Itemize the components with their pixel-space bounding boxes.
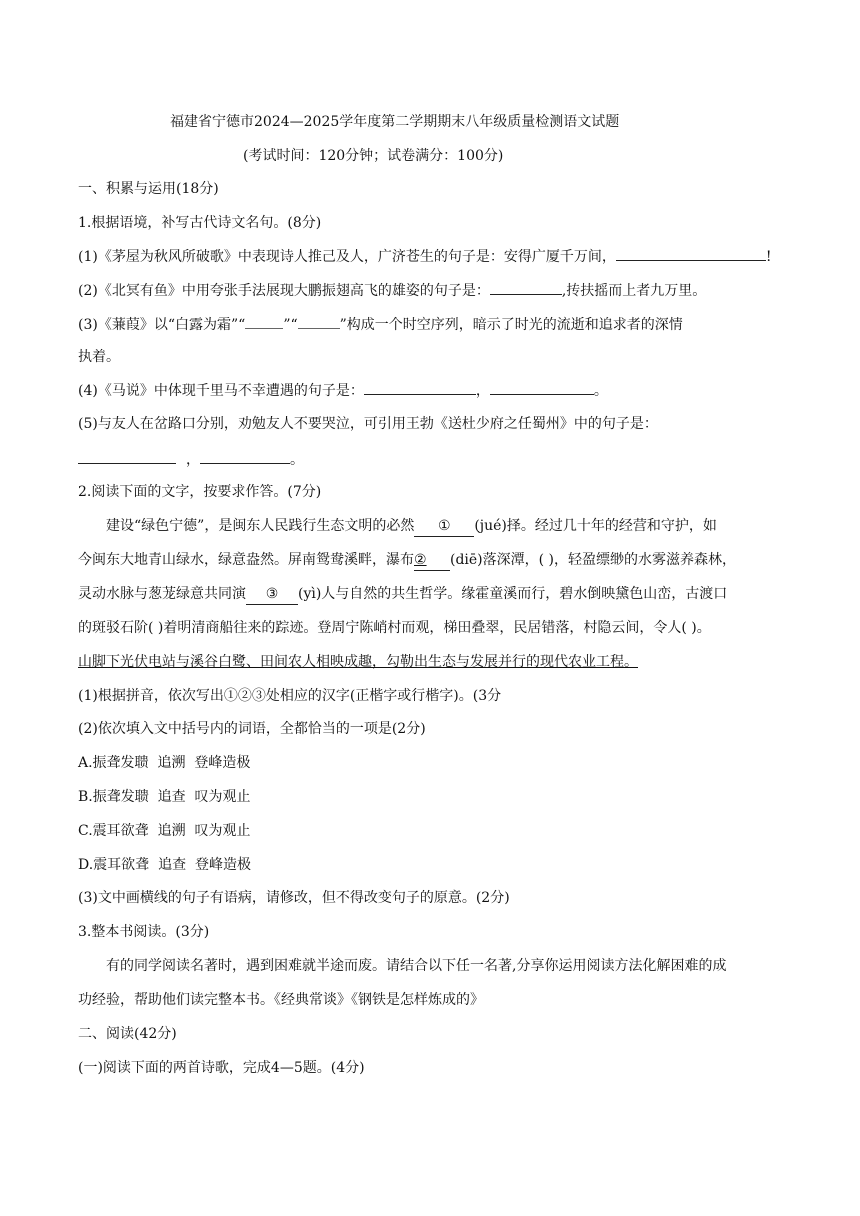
q2-sub3: (3)文中画横线的句子有语病，请修改，但不得改变句子的原意。(2分): [78, 890, 510, 906]
blank-3[interactable]: [246, 584, 298, 605]
q1-part2: [78, 280, 706, 301]
passage-text: (jué)择。经过几十年的经营和守护，如: [474, 518, 717, 534]
answer-blank[interactable]: [245, 314, 283, 329]
q1-part3-cont: 执着。: [78, 349, 120, 365]
passage-line-1: [106, 516, 717, 537]
answer-blank[interactable]: [616, 246, 766, 261]
q1-part5-sep: ，: [186, 452, 200, 468]
q1-part2-end: ,抟扶摇而上者九万里。: [561, 283, 707, 299]
q1-part4-sep: ，: [475, 383, 490, 399]
q1-part3-rest: ”构成一个时空序列，暗示了时光的流逝和追求者的深情: [339, 317, 683, 333]
q1-part4-text: (4)《马说》中体现千里马不幸遭遇的句子是：: [78, 383, 364, 399]
q3-line-2: 功经验，帮助他们读完整本书。《经典常谈》《钢铁是怎样炼成的》: [78, 992, 484, 1008]
page-title: 福建省宁德市2024—2025学年度第二学期期末八年级质量检测语文试题: [170, 114, 620, 130]
q1-part4-end: 。: [593, 383, 608, 399]
q3-line-1: 有的同学阅读名著时，遇到困难就半途而废。请结合以下任一名著,分享你运用阅读方法化解困难的成: [106, 958, 727, 974]
q1-part3-sep: ”“: [283, 317, 298, 333]
section1-heading: 一、积累与运用(18分): [78, 181, 219, 197]
q1-part3-text: (3)《蒹葭》以“白露为霜”“: [78, 317, 246, 333]
q1-part5-end: 。: [290, 452, 304, 468]
option-d[interactable]: D.震耳欲聋 追查 登峰造极: [78, 857, 251, 873]
blank-2[interactable]: [414, 550, 450, 571]
section2-heading: 二、阅读(42分): [78, 1026, 177, 1042]
q1-part1-end: !: [765, 249, 772, 265]
passage-text: (yì)人与自然的共生哲学。缘霍童溪而行，碧水倒映黛色山峦，古渡口: [298, 586, 728, 602]
answer-blank[interactable]: [364, 380, 476, 395]
q3-stem: 3.整本书阅读。(3分): [78, 924, 210, 940]
q1-part4: [78, 380, 608, 401]
exam-info: (考试时间：120分钟；试卷满分：100分): [243, 148, 504, 164]
answer-blank[interactable]: [200, 449, 290, 464]
answer-blank[interactable]: [490, 280, 562, 295]
answer-blank[interactable]: [298, 314, 340, 329]
marker-1: ①: [438, 518, 451, 534]
passage-line-4: 的斑驳石阶( )着明清商船往来的踪迹。登周宁陈峭村而观，梯田叠翠，民居错落，村隐云间，令人( )。: [78, 620, 711, 636]
passage-text: 灵动水脉与葱茏绿意共同演: [78, 586, 246, 602]
answer-blank[interactable]: [78, 449, 176, 464]
passage-text: 建设“绿色宁德”，是闽东人民践行生态文明的必然: [106, 518, 415, 534]
passage-text: 今闽东大地青山绿水，绿意盎然。屏南鸳鸯溪畔，瀑布: [78, 552, 414, 568]
answer-blank[interactable]: [490, 380, 594, 395]
q1-part3: [78, 314, 683, 335]
passage-text: (diē)落深潭，( )，轻盈缥缈的水雾滋养森林，: [450, 552, 737, 568]
option-b[interactable]: B.振聋发聩 追查 叹为观止: [78, 789, 251, 805]
q1-part5-cont: [78, 449, 304, 470]
section2-sub1: (一)阅读下面的两首诗歌，完成4—5题。(4分): [78, 1060, 365, 1076]
passage-line-3: [78, 584, 727, 605]
option-a[interactable]: A.振聋发聩 追溯 登峰造极: [78, 755, 251, 771]
q1-part1-text: (1)《茅屋为秋风所破歌》中表现诗人推己及人，广济苍生的句子是：安得广厦千万间，: [78, 249, 616, 265]
q2-sub2: (2)依次填入文中括号内的词语，全都恰当的一项是(2分): [78, 721, 426, 737]
q2-stem: 2.阅读下面的文字，按要求作答。(7分): [78, 484, 322, 500]
option-c[interactable]: C.震耳欲聋 追溯 叹为观止: [78, 823, 251, 839]
passage-line-2: [78, 550, 736, 571]
marker-2: ②: [414, 552, 427, 568]
marker-3: ③: [265, 586, 279, 602]
q1-part2-text: (2)《北冥有鱼》中用夸张手法展现大鹏振翅高飞的雄姿的句子是：: [78, 283, 490, 299]
blank-1[interactable]: [414, 516, 474, 537]
q1-part5: (5)与友人在岔路口分别，劝勉友人不要哭泣，可引用王勃《送杜少府之任蜀州》中的句子是：: [78, 416, 658, 432]
q1-part1: [78, 246, 771, 267]
underlined-sentence: 山脚下光伏电站与溪谷白鹭、田间农人相映成趣，勾勒出生态与发展并行的现代农业工程。: [78, 654, 638, 670]
q1-stem: 1.根据语境，补写古代诗文名句。(8分): [78, 215, 322, 231]
q2-sub1: (1)根据拼音，依次写出①②③处相应的汉字(正楷字或行楷字)。(3分: [78, 688, 502, 704]
